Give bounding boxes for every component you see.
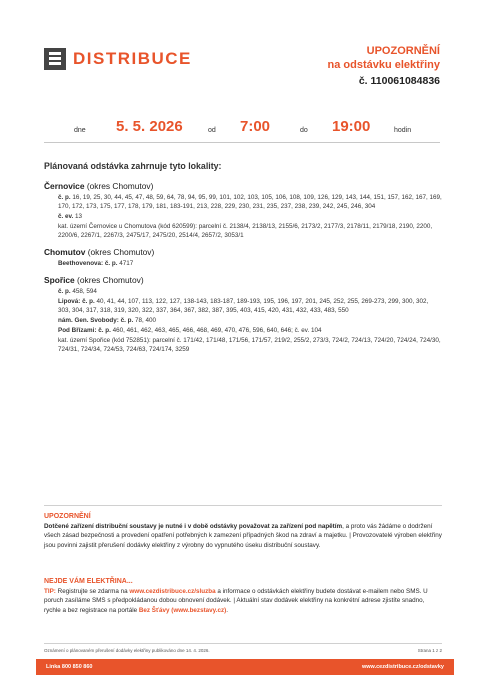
locality-name: [44, 248, 442, 257]
time-from: 7:00: [240, 118, 271, 135]
notice-subtitle: na odstávku elektřiny: [327, 59, 440, 71]
publication-note: [44, 643, 442, 653]
hours-label: hodin: [394, 127, 412, 134]
publication-text: Oznámení o plánovaném přerušení dodávky elektřiny publikováno dne 14. 4. 2026.: [44, 648, 210, 653]
date-label: dne: [74, 127, 86, 134]
tip-title: NEJDE VÁM ELEKTŘINA...: [44, 578, 133, 585]
address-line: Lipová: č. p. 40, 41, 44, 107, 113, 122, 127, 138-143, 183-187, 189-193, 195, 196, 197, 201, 245, 252, 255, 269-273, 299, 300, 302, 303, 304, 317, 318, 319, 320, 322, 337, 364, 367, 382, 387, 395, 403, 415, 420, 431, 432, 433, 483, 550: [58, 298, 429, 314]
locality-sporice: [44, 276, 442, 354]
locality-district: (okres Chomutov): [74, 275, 144, 285]
localities-intro: Plánovaná odstávka zahrnuje tyto lokality:: [44, 161, 222, 171]
locality-chomutov: [44, 248, 442, 268]
address-line: č. ev. 13: [58, 213, 83, 220]
warning-section: [44, 505, 442, 550]
outage-date-row: [44, 118, 440, 143]
locality-title: Chomutov: [44, 247, 86, 257]
parcel-line: kat. území Černovice u Chomutova (kód 620599): parcelní č. 2138/4, 2138/13, 2155/6, 2173/2, 2177/3, 2178/11, 2179/18, 2190, 2200, 2200/6, 2267/1, 2267/3, 2475/17, 2475/20, 2514/4, 2657/2, 3053/1: [58, 223, 433, 239]
notice-header: [328, 44, 441, 88]
cez-logo-icon: [44, 48, 66, 70]
locality-cernovice: [44, 182, 442, 240]
parcel-line: kat. území Spořice (kód 752851): parcelní č. 171/42, 171/48, 171/56, 171/57, 219/2, 255/2, 273/3, 724/2, 724/13, 724/20, 724/24, 724/30, 724/31, 724/34, 724/53, 724/63, 724/174, 3259: [58, 337, 441, 353]
address-line: č. p. 16, 19, 25, 30, 44, 45, 47, 48, 59, 64, 78, 94, 95, 99, 101, 102, 103, 105, 106, 108, 109, 126, 129, 143, 144, 151, 157, 162, 167, 169, 170, 172, 173, 175, 177, 178, 179, 181, 183-191, 213, 228, 229, 230, 231, 235, 237, 238, 239, 242, 245, 246, 304: [58, 194, 442, 210]
to-label: do: [300, 127, 308, 134]
locality-title: Černovice: [44, 181, 85, 191]
footer-bar: [36, 659, 454, 675]
outages-link[interactable]: www.cezdistribuce.cz/odstavky: [361, 664, 444, 670]
address-line: Beethovenova: č. p. 4717: [58, 260, 134, 267]
locality-name: [44, 182, 442, 191]
hotline: Linka 800 850 860: [46, 664, 93, 670]
address-line: Pod Břízami: č. p. 460, 461, 462, 463, 465, 466, 468, 469, 470, 476, 596, 640, 646; č. ev. 104: [58, 327, 322, 334]
company-logo: [44, 48, 192, 70]
outage-date: 5. 5. 2026: [116, 118, 183, 135]
locality-title: Spořice: [44, 275, 75, 285]
page-number: Strana 1 z 2: [417, 648, 442, 653]
tip-text: TIP: Registrujte se zdarma na www.cezdistribuce.cz/sluzba a informace o odstávkách elektřiny budete dostávat e-mailem nebo SMS. U poruch zasíláme SMS s předpokládanou dobou obnovení dodávek. | Aktuální stav dodávek elektřiny na konkrétní adrese zjistíte snadno, rychle a bez registrace na portále Bez Šťávy (www.bezstavy.cz).: [44, 588, 428, 614]
tip-section: [44, 577, 442, 615]
locality-name: [44, 276, 442, 285]
from-label: od: [208, 127, 216, 134]
locality-district: (okres Chomutov): [85, 247, 155, 257]
warning-text: Dotčené zařízení distribuční soustavy je nutné i v době odstávky považovat za zařízení pod napětím, a proto vás žádáme o dodržení všech zásad bezpečnosti a provedení opatření potřebných k zamezení případných škod na zdraví a majetku. | Provozovatelé výroben elektřiny jsou povinni zajistit přerušení dodávky elektřiny z výrobny do vypnutého úseku distribuční soustavy.: [44, 523, 442, 549]
warning-title: UPOZORNĚNÍ: [44, 513, 91, 520]
notice-number: č. 110061084836: [358, 75, 440, 87]
portal-link[interactable]: (www.bezstavy.cz): [169, 606, 227, 614]
portal-name: Bez Šťávy: [138, 606, 170, 614]
localities-section: [44, 162, 442, 355]
locality-district: (okres Chomutov): [84, 181, 154, 191]
registration-link[interactable]: www.cezdistribuce.cz/sluzba: [129, 588, 216, 596]
address-line: č. p. 458, 594: [58, 288, 97, 295]
notice-title: UPOZORNĚNÍ: [366, 45, 440, 57]
time-to: 19:00: [332, 118, 371, 135]
brand-name: DISTRIBUCE: [73, 49, 192, 68]
address-line: nám. Gen. Svobody: č. p. 78, 400: [58, 317, 156, 324]
